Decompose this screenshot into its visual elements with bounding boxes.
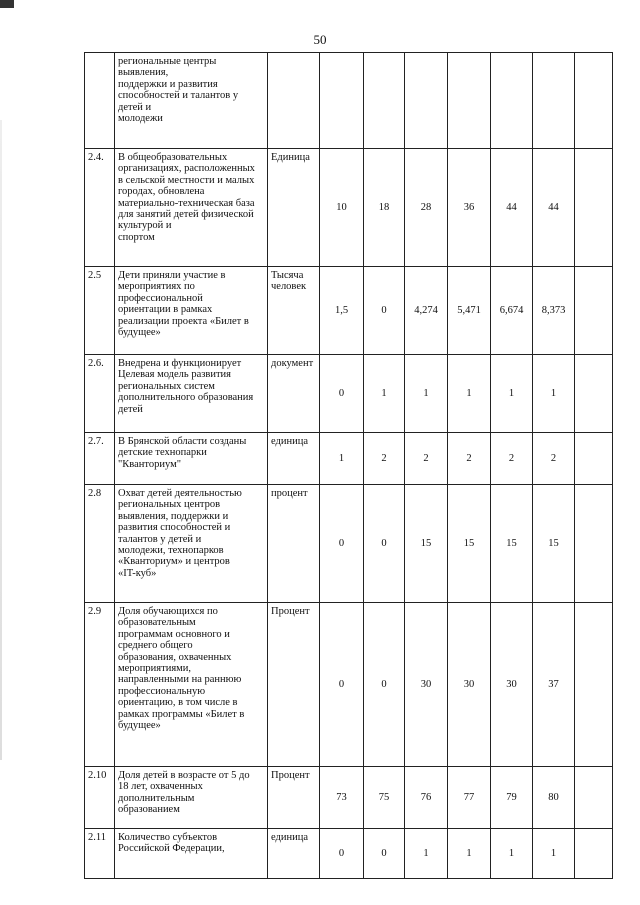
description-line: 18 лет, охваченных	[118, 781, 203, 793]
description-line: Российской Федерации,	[118, 843, 225, 855]
unit-of-measure: Единица	[268, 149, 320, 267]
description-line: рамках программы «Билет в	[118, 708, 245, 720]
value-cell: 76	[405, 767, 448, 829]
description-line: спортом	[118, 231, 155, 243]
value-cell: 2	[491, 433, 533, 485]
description-line: региональных систем	[118, 380, 215, 392]
description-line: Доля детей в возрасте от 5 до	[118, 770, 250, 781]
value-cell: 1	[448, 355, 491, 433]
value-cell: 15	[533, 485, 575, 603]
value-cell: 0	[320, 829, 364, 879]
table-row	[85, 829, 613, 879]
table-row	[85, 485, 613, 603]
value-cell	[575, 53, 613, 149]
value-cell: 44	[491, 149, 533, 267]
value-cell: 75	[364, 767, 405, 829]
description-line: «IT-куб»	[118, 567, 157, 579]
description-line: Доля обучающихся по	[118, 606, 218, 617]
value-cell: 0	[320, 603, 364, 767]
description-line: Дети приняли участие в	[118, 270, 226, 281]
description-line: детские технопарки	[118, 447, 207, 459]
value-cell	[491, 53, 533, 149]
unit-of-measure: Процент	[268, 767, 320, 829]
value-cell: 30	[448, 603, 491, 767]
row-number: 2.6.	[85, 355, 115, 433]
value-cell: 44	[533, 149, 575, 267]
value-cell	[320, 53, 364, 149]
indicator-description	[115, 767, 268, 829]
value-cell: 6,674	[491, 267, 533, 355]
value-cell: 10	[320, 149, 364, 267]
description-line: ориентацию, в том числе в	[118, 697, 238, 709]
value-cell: 79	[491, 767, 533, 829]
description-line: выявления, поддержки и	[118, 510, 229, 522]
row-number: 2.7.	[85, 433, 115, 485]
value-cell: 15	[491, 485, 533, 603]
value-cell: 2	[405, 433, 448, 485]
table-row	[85, 53, 613, 149]
unit-of-measure: Тысяча человек	[268, 267, 320, 355]
row-number: 2.4.	[85, 149, 115, 267]
page-number: 50	[313, 32, 327, 47]
value-cell: 1	[533, 355, 575, 433]
value-cell	[575, 433, 613, 485]
value-cell: 0	[364, 829, 405, 879]
row-number	[85, 53, 115, 149]
indicator-description	[115, 267, 268, 355]
table-row	[85, 603, 613, 767]
description-line: молодежи, технопарков	[118, 545, 224, 557]
value-cell: 36	[448, 149, 491, 267]
description-line: образовательным	[118, 617, 196, 629]
row-number: 2.8	[85, 485, 115, 603]
description-line: мероприятиях по	[118, 281, 195, 293]
value-cell: 0	[364, 603, 405, 767]
value-cell	[575, 829, 613, 879]
indicator-description	[115, 355, 268, 433]
description-line: молодежи	[118, 113, 163, 125]
description-line: в сельской местности и малых	[118, 174, 255, 186]
unit-of-measure	[268, 53, 320, 149]
table-row	[85, 355, 613, 433]
value-cell: 28	[405, 149, 448, 267]
value-cell	[575, 603, 613, 767]
indicator-description	[115, 829, 268, 879]
description-line: В Брянской области созданы	[118, 436, 247, 447]
value-cell	[448, 53, 491, 149]
scan-corner-mark	[0, 0, 14, 8]
value-cell: 30	[405, 603, 448, 767]
indicator-description	[115, 433, 268, 485]
value-cell: 2	[533, 433, 575, 485]
row-number: 2.11	[85, 829, 115, 879]
indicator-description	[115, 53, 268, 149]
description-line: Целевая модель развития	[118, 369, 231, 381]
value-cell: 1	[364, 355, 405, 433]
value-cell	[405, 53, 448, 149]
description-line: организациях, расположенных	[118, 163, 255, 175]
value-cell: 18	[364, 149, 405, 267]
value-cell	[575, 149, 613, 267]
value-cell: 1	[405, 355, 448, 433]
description-line: материально-техническая база	[118, 197, 255, 209]
description-line: выявления,	[118, 67, 169, 79]
indicator-description	[115, 603, 268, 767]
value-cell	[364, 53, 405, 149]
value-cell: 1	[320, 433, 364, 485]
description-line: профессиональной	[118, 292, 203, 304]
description-line: способностей и талантов у	[118, 90, 239, 102]
description-line: будущее»	[118, 720, 161, 732]
description-line: культурой и	[118, 220, 172, 232]
scan-edge-shadow	[0, 120, 2, 760]
description-line: региональные центры	[118, 56, 217, 67]
description-line: реализации проекта «Билет в	[118, 315, 249, 327]
value-cell: 5,471	[448, 267, 491, 355]
value-cell: 80	[533, 767, 575, 829]
value-cell: 2	[448, 433, 491, 485]
indicator-table	[84, 52, 613, 879]
unit-of-measure: документ	[268, 355, 320, 433]
description-line: образования, охваченных	[118, 651, 232, 663]
unit-of-measure: единица	[268, 433, 320, 485]
value-cell: 37	[533, 603, 575, 767]
description-line: В общеобразовательных	[118, 152, 228, 163]
value-cell	[533, 53, 575, 149]
value-cell: 1	[491, 829, 533, 879]
value-cell: 30	[491, 603, 533, 767]
description-line: направленными на раннюю	[118, 674, 242, 686]
row-number: 2.9	[85, 603, 115, 767]
description-line: Охват детей деятельностью	[118, 488, 242, 499]
description-line: дополнительного образования	[118, 392, 254, 404]
description-line: для занятий детей физической	[118, 209, 254, 221]
row-number: 2.10	[85, 767, 115, 829]
value-cell: 1	[491, 355, 533, 433]
row-number: 2.5	[85, 267, 115, 355]
value-cell	[575, 485, 613, 603]
unit-of-measure: процент	[268, 485, 320, 603]
description-line: развития способностей и	[118, 522, 231, 534]
value-cell: 2	[364, 433, 405, 485]
indicator-description	[115, 485, 268, 603]
value-cell: 1,5	[320, 267, 364, 355]
value-cell: 0	[364, 267, 405, 355]
value-cell: 4,274	[405, 267, 448, 355]
description-line: профессиональную	[118, 685, 206, 697]
description-line: образованием	[118, 804, 180, 816]
value-cell: 73	[320, 767, 364, 829]
table-row	[85, 267, 613, 355]
description-line: мероприятиями,	[118, 663, 192, 675]
description-line: ориентации в рамках	[118, 304, 213, 316]
description-line: "Кванториум"	[118, 458, 181, 470]
table-row	[85, 767, 613, 829]
description-line: будущее»	[118, 327, 161, 339]
indicator-description	[115, 149, 268, 267]
description-line: поддержки и развития	[118, 78, 218, 90]
value-cell: 77	[448, 767, 491, 829]
description-line: дополнительным	[118, 792, 195, 804]
value-cell: 15	[405, 485, 448, 603]
table-body	[85, 53, 613, 879]
description-line: Внедрена и функционирует	[118, 358, 242, 369]
description-line: Количество субъектов	[118, 832, 218, 843]
description-line: городах, обновлена	[118, 186, 205, 198]
description-line: среднего общего	[118, 640, 193, 652]
value-cell	[575, 267, 613, 355]
description-line: программам основного и	[118, 628, 230, 640]
value-cell: 15	[448, 485, 491, 603]
value-cell: 1	[448, 829, 491, 879]
value-cell	[575, 767, 613, 829]
description-line: детей	[118, 403, 143, 415]
value-cell: 0	[320, 485, 364, 603]
description-line: детей и	[118, 101, 152, 113]
value-cell	[575, 355, 613, 433]
value-cell: 8,373	[533, 267, 575, 355]
value-cell: 1	[405, 829, 448, 879]
unit-of-measure: Процент	[268, 603, 320, 767]
description-line: региональных центров	[118, 499, 221, 511]
description-line: талантов у детей и	[118, 533, 202, 545]
value-cell: 0	[320, 355, 364, 433]
description-line: «Кванториум» и центров	[118, 556, 230, 568]
value-cell: 0	[364, 485, 405, 603]
unit-of-measure: единица	[268, 829, 320, 879]
value-cell: 1	[533, 829, 575, 879]
table-row	[85, 433, 613, 485]
table-row	[85, 149, 613, 267]
